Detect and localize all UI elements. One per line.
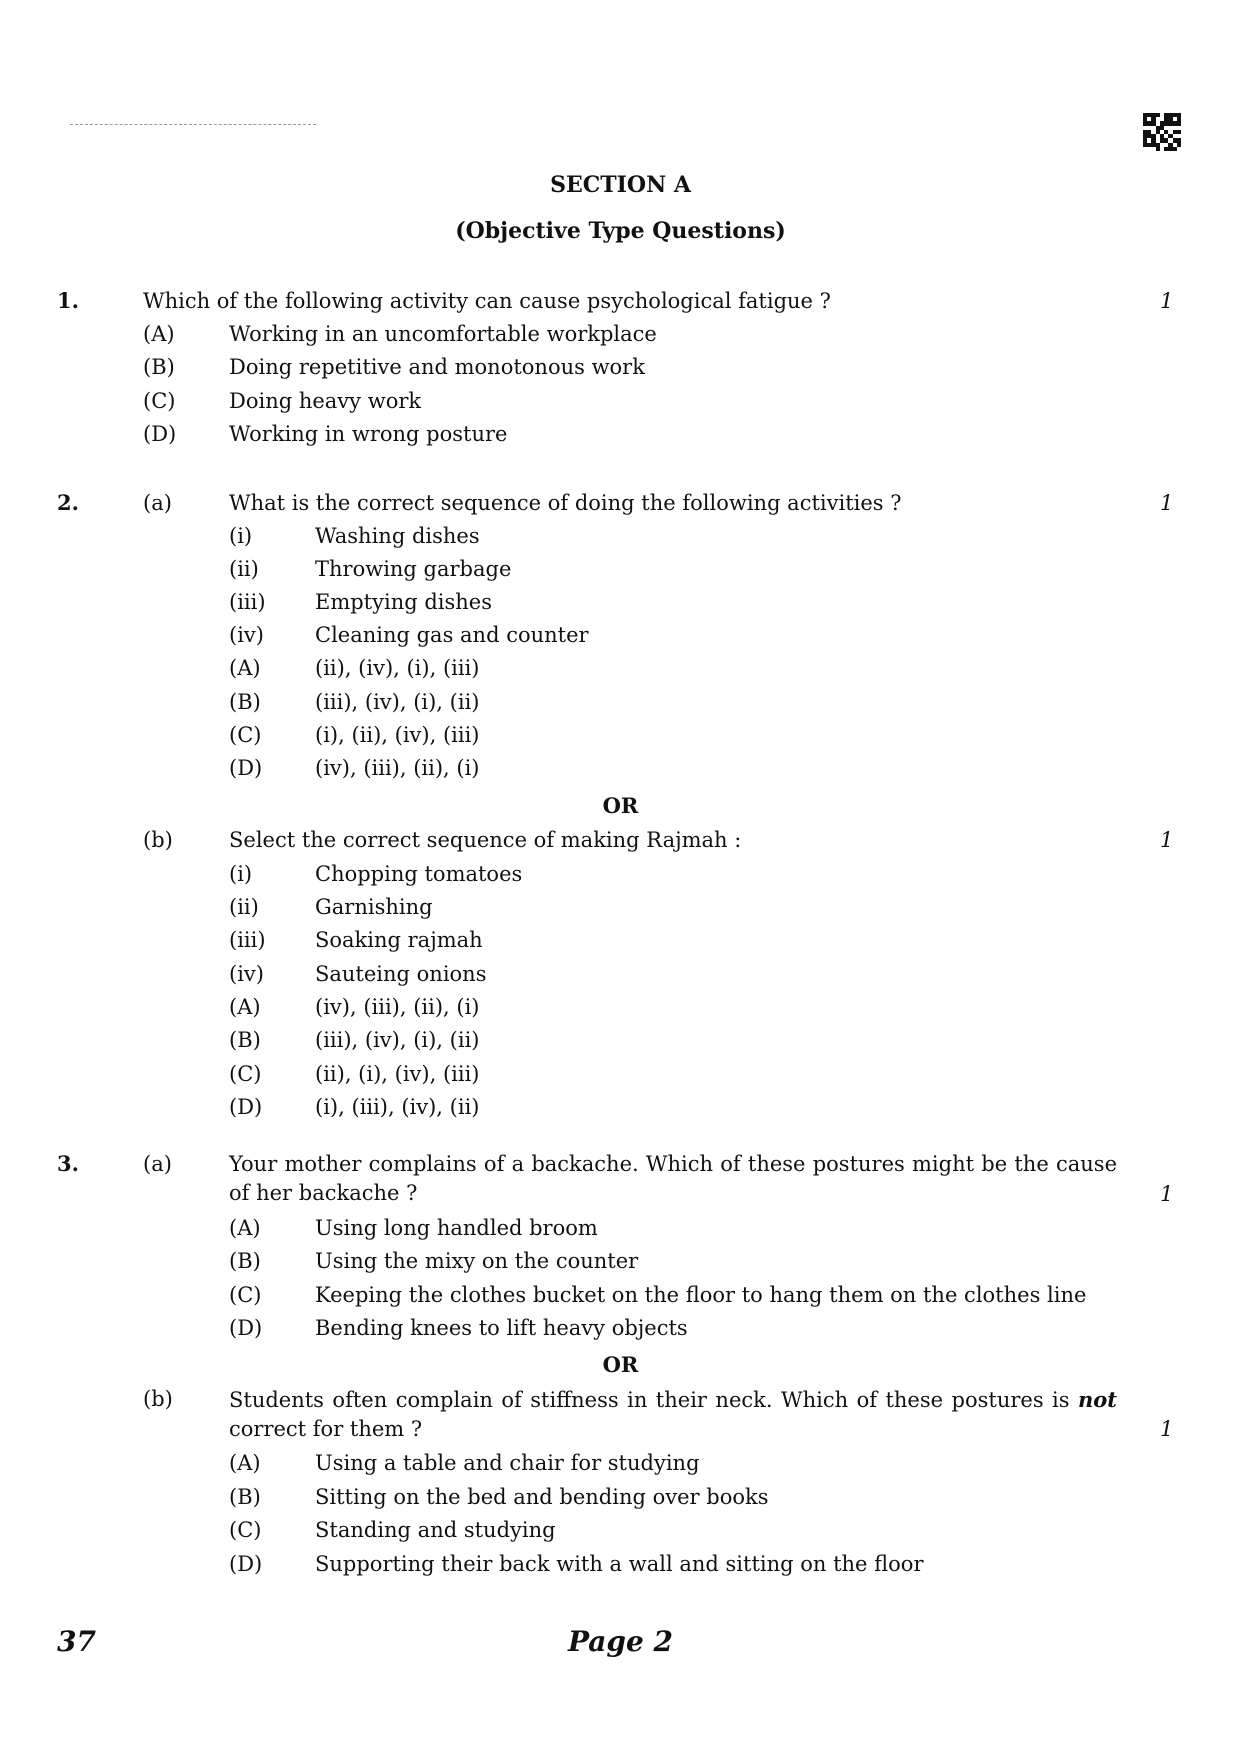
emphasis-not: not (1078, 1387, 1117, 1412)
paper-code: 37 (57, 1625, 96, 1658)
header-rule (70, 124, 316, 125)
item-label: (ii) (229, 895, 259, 919)
item-label: (iii) (229, 928, 266, 952)
option-label: (C) (229, 1518, 262, 1542)
item-text: Emptying dishes (315, 590, 493, 614)
option-label: (D) (229, 1095, 263, 1119)
section-title: SECTION A (550, 172, 691, 198)
option-label: (A) (229, 1451, 261, 1475)
question-mark: 1 (1160, 1182, 1174, 1206)
option-text: Doing heavy work (229, 389, 422, 413)
option-text: Keeping the clothes bucket on the floor to hang them on the clothes line (315, 1283, 1087, 1307)
option-text: Supporting their back with a wall and sitting on the floor (315, 1552, 924, 1576)
item-label: (iv) (229, 962, 264, 986)
option-text: Sitting on the bed and bending over books (315, 1485, 769, 1509)
option-label: (A) (229, 995, 261, 1019)
option-label: (B) (229, 1028, 261, 1052)
section-subtitle: (Objective Type Questions) (455, 218, 786, 244)
item-text: Throwing garbage (315, 557, 512, 581)
question-mark: 1 (1160, 289, 1174, 313)
question-mark: 1 (1160, 828, 1174, 852)
option-text: Using long handled broom (315, 1216, 598, 1240)
option-label: (B) (229, 690, 261, 714)
question-mark: 1 (1160, 491, 1174, 515)
item-text: Sauteing onions (315, 962, 487, 986)
question-number: 1. (57, 288, 79, 313)
item-text: Soaking rajmah (315, 928, 483, 952)
option-text: (ii), (iv), (i), (iii) (315, 656, 480, 680)
option-text: Working in wrong posture (229, 422, 508, 446)
qr-code-icon (1143, 113, 1181, 151)
option-label: (A) (229, 656, 261, 680)
option-label: (A) (229, 1216, 261, 1240)
item-text: Cleaning gas and counter (315, 623, 589, 647)
question-text: Which of the following activity can cause psychological fatigue ? (143, 289, 831, 313)
subpart-label: (b) (143, 828, 173, 852)
option-label: (D) (229, 1316, 263, 1340)
option-text: (ii), (i), (iv), (iii) (315, 1062, 480, 1086)
option-text: (iv), (iii), (ii), (i) (315, 995, 480, 1019)
option-label: (D) (229, 1552, 263, 1576)
item-text: Garnishing (315, 895, 433, 919)
option-text: (iv), (iii), (ii), (i) (315, 756, 480, 780)
question-number: 3. (57, 1151, 79, 1176)
option-text: Doing repetitive and monotonous work (229, 355, 645, 379)
item-text: Chopping tomatoes (315, 862, 523, 886)
or-separator: OR (602, 793, 639, 818)
subpart-label: (a) (143, 1152, 172, 1176)
subpart-label: (b) (143, 1387, 173, 1411)
question-text: Select the correct sequence of making Rajmah : (229, 828, 742, 852)
item-label: (iii) (229, 590, 266, 614)
option-text: (i), (ii), (iv), (iii) (315, 723, 480, 747)
question-number: 2. (57, 490, 79, 515)
question-text: Your mother complains of a backache. Which of these postures might be the cause of her backache ? (229, 1152, 1117, 1205)
question-text: What is the correct sequence of doing the following activities ? (229, 491, 902, 515)
item-label: (i) (229, 524, 253, 548)
option-text: Bending knees to lift heavy objects (315, 1316, 688, 1340)
question-mark: 1 (1160, 1417, 1174, 1441)
option-label: (C) (229, 1283, 262, 1307)
item-text: Washing dishes (315, 524, 480, 548)
question-text: Students often complain of stiffness in their neck. Which of these postures is not correct for them ? (229, 1387, 1117, 1441)
option-label: (B) (229, 1249, 261, 1273)
option-label: (B) (229, 1485, 261, 1509)
option-label: (A) (143, 322, 175, 346)
option-text: (iii), (iv), (i), (ii) (315, 1028, 480, 1052)
item-label: (iv) (229, 623, 264, 647)
option-text: Using a table and chair for studying (315, 1451, 700, 1475)
option-label: (C) (229, 723, 262, 747)
option-text: Standing and studying (315, 1518, 556, 1542)
option-text: Using the mixy on the counter (315, 1249, 639, 1273)
option-label: (D) (143, 422, 177, 446)
option-text: (iii), (iv), (i), (ii) (315, 690, 480, 714)
option-text: (i), (iii), (iv), (ii) (315, 1095, 480, 1119)
option-label: (C) (229, 1062, 262, 1086)
option-label: (C) (143, 389, 176, 413)
page-number: Page 2 (567, 1625, 674, 1658)
subpart-label: (a) (143, 491, 172, 515)
or-separator: OR (602, 1352, 639, 1377)
option-label: (D) (229, 756, 263, 780)
option-text: Working in an uncomfortable workplace (229, 322, 657, 346)
option-label: (B) (143, 355, 175, 379)
item-label: (i) (229, 862, 253, 886)
item-label: (ii) (229, 557, 259, 581)
